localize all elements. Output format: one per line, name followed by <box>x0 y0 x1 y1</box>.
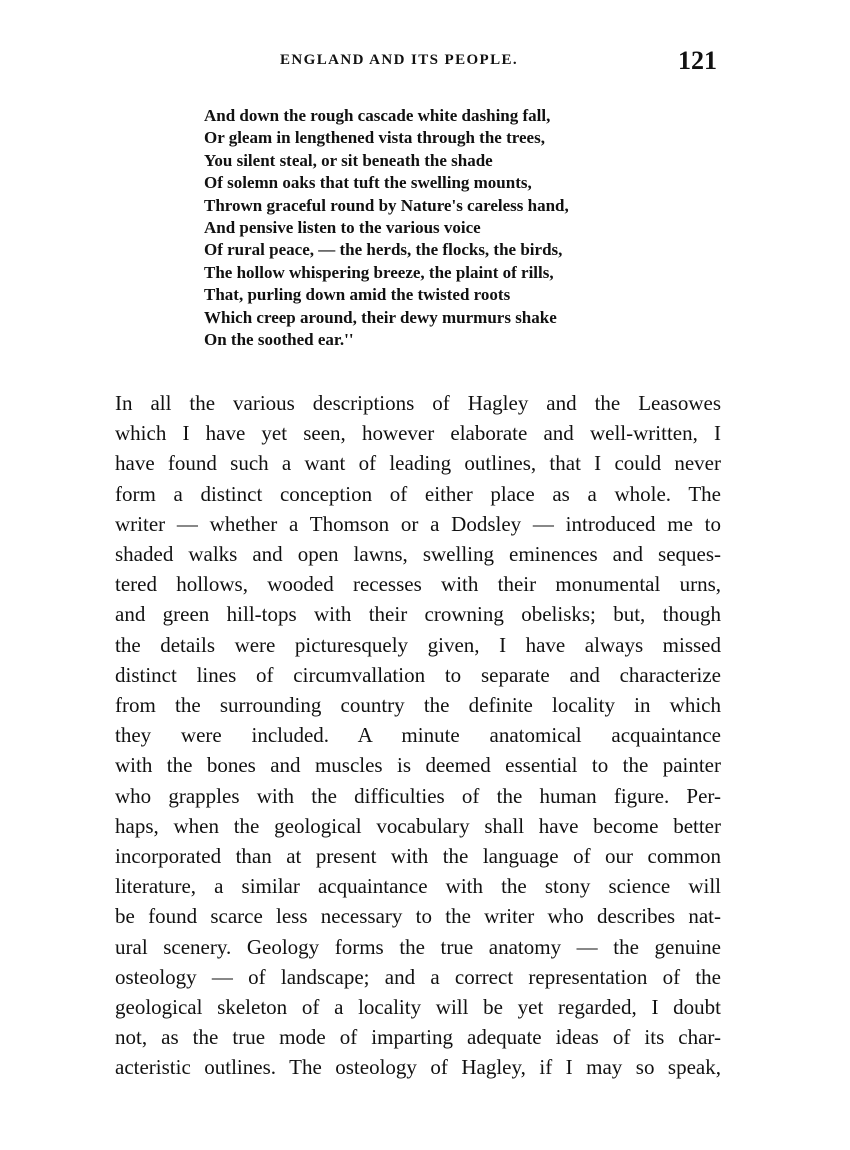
verse-line: And pensive listen to the various voice <box>204 218 481 238</box>
paragraph-line: ural scenery. Geology forms the true anatomy — the genuine <box>115 934 721 959</box>
paragraph-line: the details were picturesquely given, I have always missed <box>115 632 721 657</box>
paragraph-line: tered hollows, wooded recesses with their monumental urns, <box>115 572 721 597</box>
paragraph-line: have found such a want of leading outlines, that I could never <box>115 451 721 476</box>
paragraph-line: osteology — of landscape; and a correct representation of the <box>115 964 721 989</box>
paragraph-line: incorporated than at present with the language of our common <box>115 844 721 869</box>
paragraph-line: haps, when the geological vocabulary shall have become better <box>115 813 721 838</box>
paragraph-line: with the bones and muscles is deemed essential to the painter <box>115 753 721 778</box>
paragraph-line: In all the various descriptions of Hagley and the Leasowes <box>115 391 721 415</box>
paragraph-line: they were included. A minute anatomical acquaintance <box>115 723 721 748</box>
paragraph-line: be found scarce less necessary to the writer who describes nat- <box>115 904 721 929</box>
paragraph-line: writer — whether a Thomson or a Dodsley — introduced me to <box>115 511 721 536</box>
paragraph-line: not, as the true mode of imparting adequate ideas of its char- <box>115 1025 721 1050</box>
paragraph-line: geological skeleton of a locality will be yet regarded, I doubt <box>115 995 721 1020</box>
paragraph-line: shaded walks and open lawns, swelling eminences and seques- <box>115 542 721 567</box>
verse-quotation <box>204 105 634 351</box>
verse-line: Thrown graceful round by Nature's careless hand, <box>204 195 569 215</box>
paragraph-line: form a distinct conception of either place as a whole. The <box>115 481 721 506</box>
paragraph-line: and green hill-tops with their crowning obelisks; but, though <box>115 602 721 627</box>
running-head <box>115 48 725 78</box>
paragraph-line: literature, a similar acquaintance with the stony science will <box>115 874 721 899</box>
paragraph-line: which I have yet seen, however elaborate and well-written, I <box>115 421 721 446</box>
verse-line: And down the rough cascade white dashing fall, <box>204 106 551 125</box>
verse-line: On the soothed ear.'' <box>204 330 354 350</box>
verse-line: That, purling down amid the twisted roots <box>204 285 511 305</box>
verse-line: Or gleam in lengthened vista through the trees, <box>204 128 545 148</box>
paragraph-line: who grapples with the difficulties of the human figure. Per- <box>115 783 721 808</box>
verse-line: The hollow whispering breeze, the plaint of rills, <box>204 262 554 282</box>
paragraph-line: from the surrounding country the definite locality in which <box>115 693 721 718</box>
verse-line: Of solemn oaks that tuft the swelling mounts, <box>204 173 532 193</box>
verse-line: You silent steal, or sit beneath the shade <box>204 150 493 170</box>
verse-line: Which creep around, their dewy murmurs shake <box>204 307 557 327</box>
verse-line: Of rural peace, — the herds, the flocks, the birds, <box>204 240 563 260</box>
paragraph-line: acteristic outlines. The osteology of Hagley, if I may so speak, <box>115 1055 721 1080</box>
running-title: ENGLAND AND ITS PEOPLE. <box>280 52 519 68</box>
body-paragraph <box>115 388 721 1083</box>
paragraph-line: distinct lines of circumvallation to separate and characterize <box>115 662 721 687</box>
page-number: 121 <box>678 46 717 75</box>
